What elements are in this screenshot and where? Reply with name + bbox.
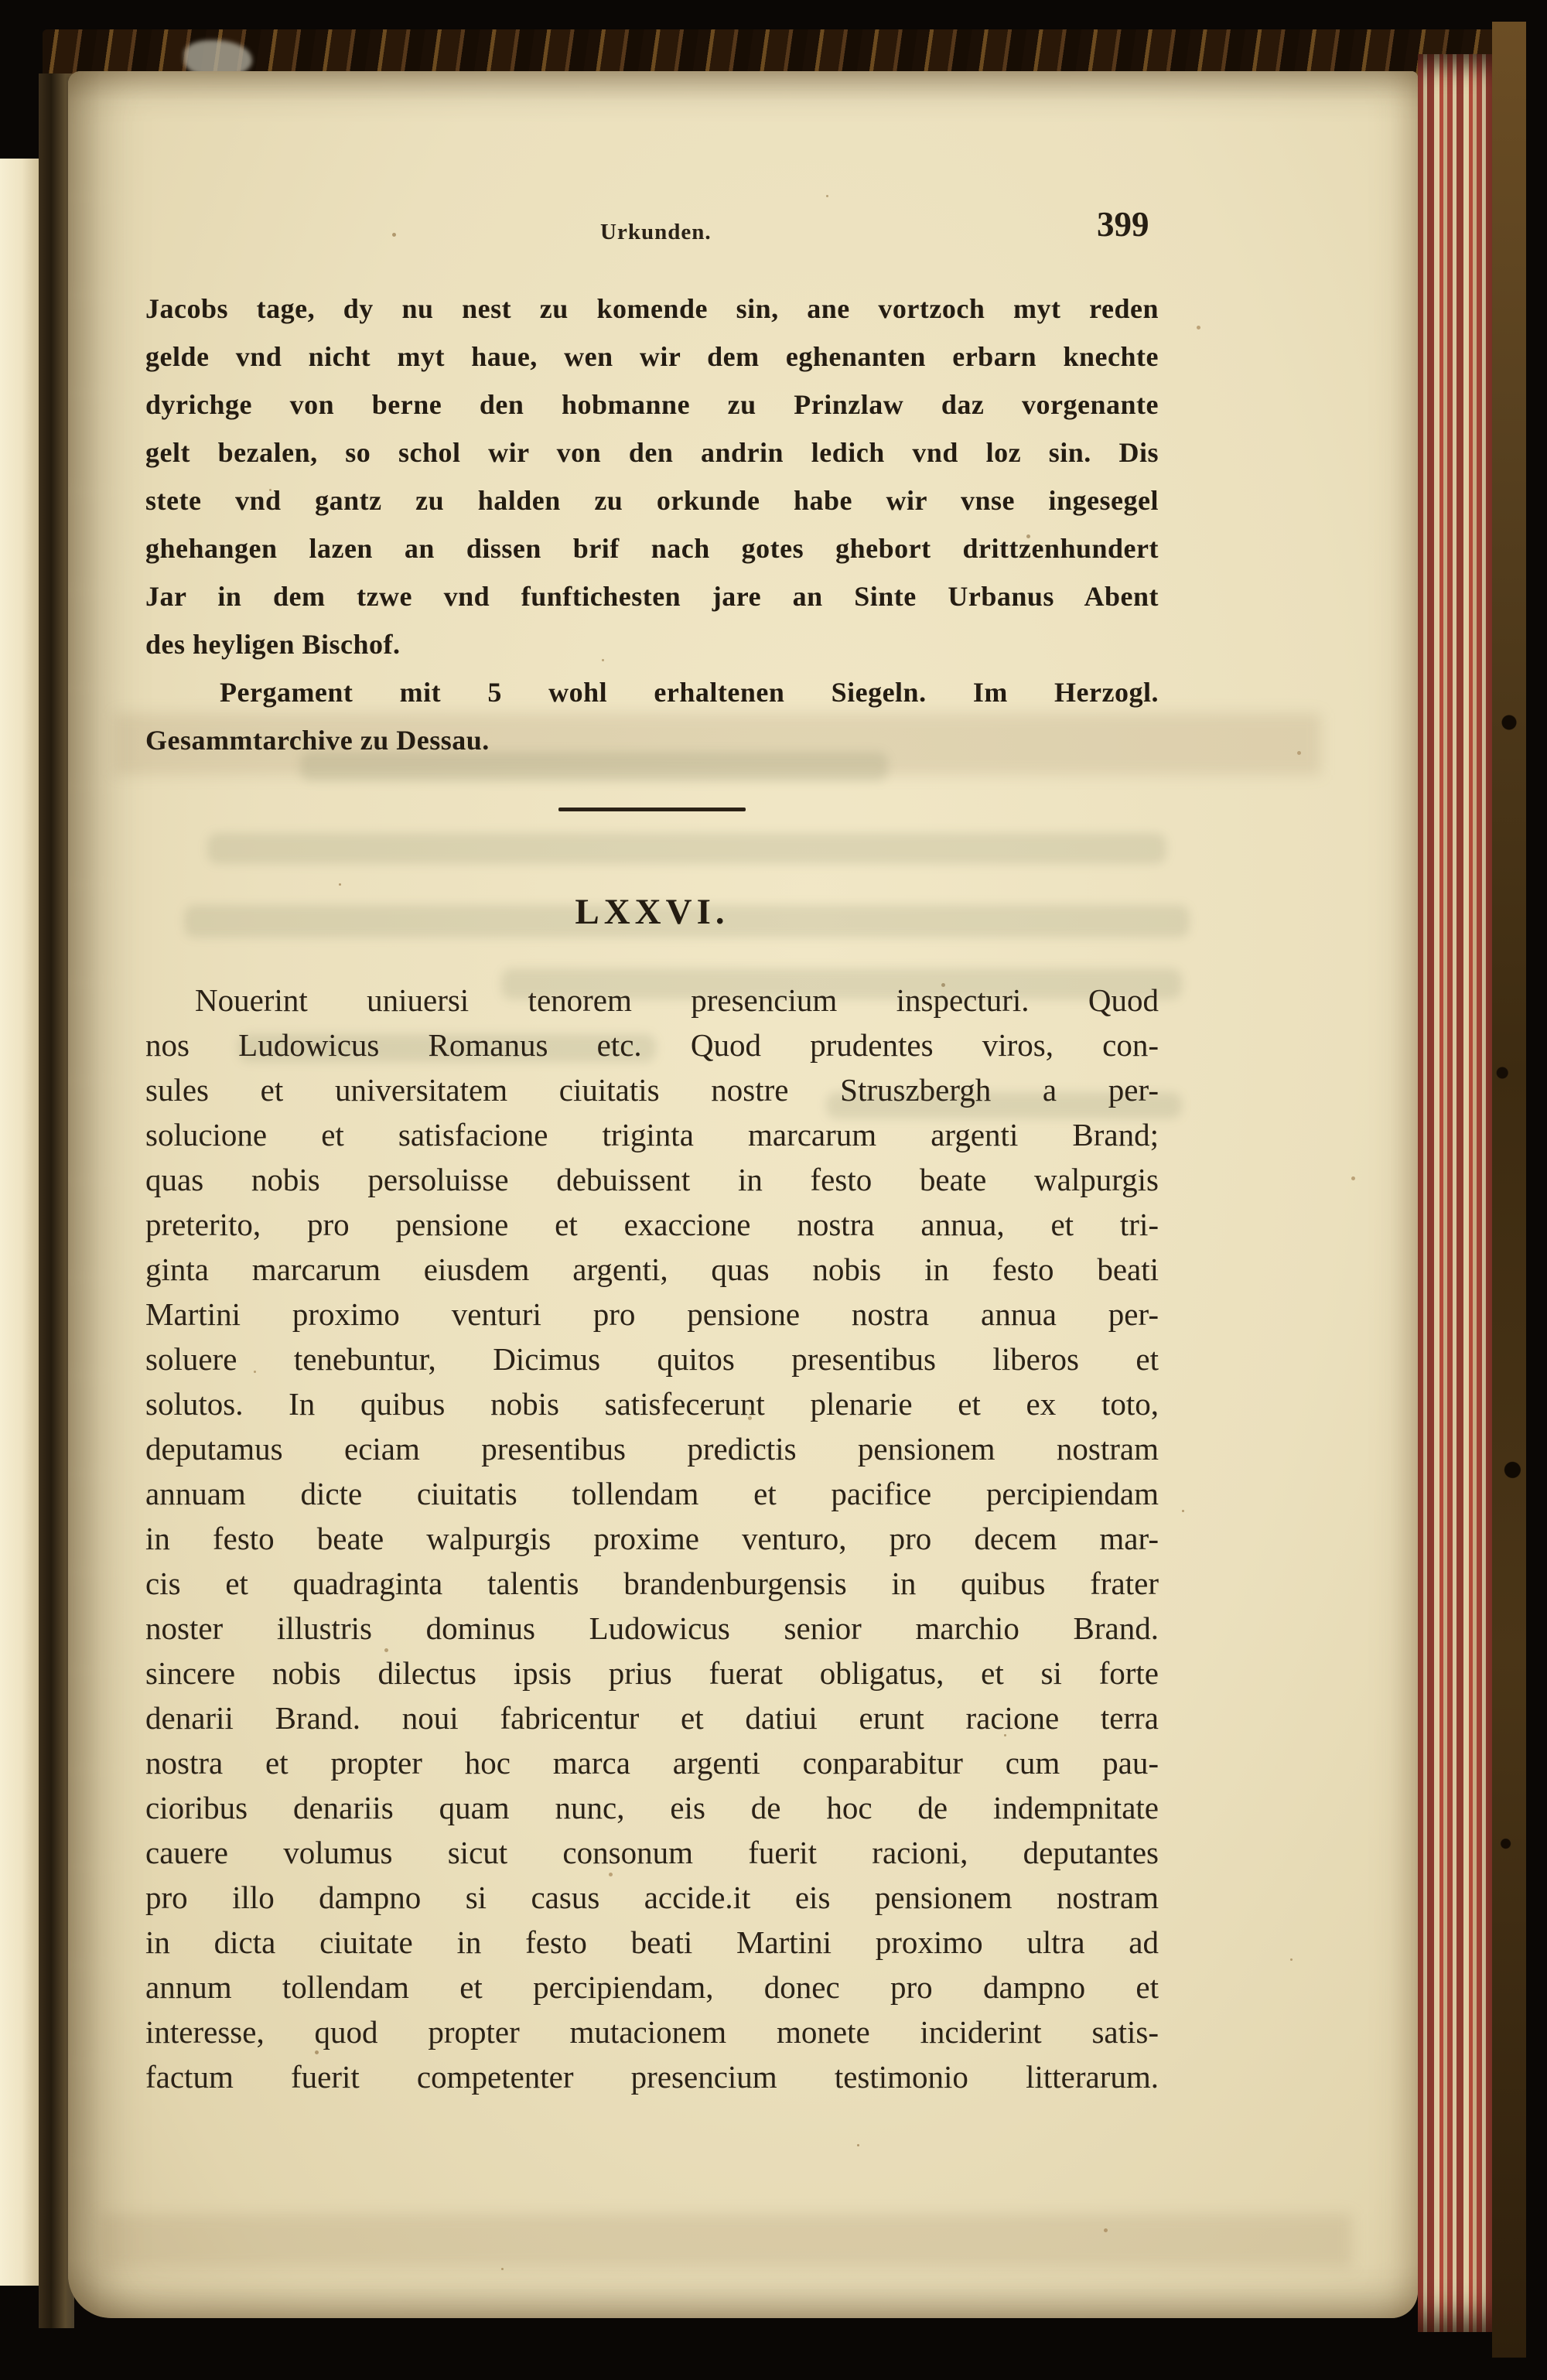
text-line: soluere tenebuntur, Dicimus quitos presentibus liberos et (145, 1341, 1159, 1377)
scan-shade-band (99, 2214, 1352, 2268)
text-line: stete vnd gantz zu halden zu orkunde habe wir vnse ingesegel (145, 485, 1159, 516)
facing-page-edge (0, 159, 40, 2286)
text-line: nostra et propter hoc marca argenti conparabitur cum pau- (145, 1745, 1159, 1781)
text-line: interesse, quod propter mutacionem monete inciderint satis- (145, 2014, 1159, 2050)
section-divider-rule (558, 808, 746, 811)
text-line: Gesammtarchive zu Dessau. (145, 725, 490, 756)
text-line: Jar in dem tzwe vnd funftichesten jare an Sinte Urbanus Abent (145, 581, 1159, 612)
text-line: ginta marcarum eiusdem argenti, quas nobis in festo beati (145, 1251, 1159, 1287)
text-line: cioribus denariis quam nunc, eis de hoc de indempnitate (145, 1790, 1159, 1825)
text-line: annuam dicte ciuitatis tollendam et pacifice percipiendam (145, 1476, 1159, 1511)
red-sprayed-page-edges (1418, 54, 1492, 2332)
text-line: Martini proximo venturi pro pensione nostra annua per- (145, 1296, 1159, 1332)
text-line: Nouerint uniuersi tenorem presencium inspecturi. Quod (195, 982, 1159, 1018)
text-line: solutos. In quibus nobis satisfecerunt plenarie et ex toto, (145, 1386, 1159, 1422)
page-number: 399 (1097, 205, 1149, 244)
text-line: ghehangen lazen an dissen brif nach gotes ghebort drittzenhundert (145, 533, 1159, 564)
text-line: noster illustris dominus Ludowicus senior marchio Brand. (145, 1610, 1159, 1646)
archive-note-paragraph (145, 668, 1159, 764)
text-line: deputamus eciam presentibus predictis pensionem nostram (145, 1431, 1159, 1467)
latin-paragraph (145, 978, 1159, 2099)
text-line: cis et quadraginta talentis brandenburgensis in quibus frater (145, 1566, 1159, 1601)
paper-speckles (68, 71, 70, 73)
german-fraktur-paragraph (145, 285, 1159, 668)
book-page (68, 71, 1418, 2318)
text-line: sincere nobis dilectus ipsis prius fuerat obligatus, et si forte (145, 1655, 1159, 1691)
text-line: des heyligen Bischof. (145, 629, 401, 660)
text-line: pro illo dampno si casus accide.it eis pensionem nostram (145, 1880, 1159, 1915)
section-heading: LXXVI. (575, 892, 729, 932)
text-line: annum tollendam et percipiendam, donec pro dampno et (145, 1969, 1159, 2005)
text-line: gelde vnd nicht myt haue, wen wir dem eghenanten erbarn knechte (145, 341, 1159, 372)
text-line: dyrichge von berne den hobmanne zu Prinzlaw daz vorgenante (145, 389, 1159, 420)
text-line: preterito, pro pensione et exaccione nostra annua, et tri- (145, 1207, 1159, 1242)
text-line: in festo beate walpurgis proxime venturo, pro decem mar- (145, 1521, 1159, 1556)
text-line: solucione et satisfacione triginta marcarum argenti Brand; (145, 1117, 1159, 1152)
text-line: sules et universitatem ciuitatis nostre Struszbergh a per- (145, 1072, 1159, 1108)
marbled-cover-edge (1492, 22, 1526, 2358)
text-line: in dicta ciuitate in festo beati Martini proximo ultra ad (145, 1924, 1159, 1960)
running-header: Urkunden. (600, 220, 712, 244)
text-line: quas nobis persoluisse debuissent in festo beate walpurgis (145, 1162, 1159, 1197)
text-line: cauere volumus sicut consonum fuerit racioni, deputantes (145, 1835, 1159, 1870)
text-line: Jacobs tage, dy nu nest zu komende sin, ane vortzoch myt reden (145, 293, 1159, 324)
text-column (145, 285, 1159, 2099)
text-line: gelt bezalen, so schol wir von den andrin ledich vnd loz sin. Dis (145, 437, 1159, 468)
book-cover-top-edge (43, 29, 1516, 77)
text-line: denarii Brand. noui fabricentur et datiui erunt racione terra (145, 1700, 1159, 1736)
text-line: nos Ludowicus Romanus etc. Quod prudentes viros, con- (145, 1027, 1159, 1063)
text-line: Pergament mit 5 wohl erhaltenen Siegeln. Im Herzogl. (220, 677, 1159, 708)
text-line: factum fuerit competenter presencium testimonio litterarum. (145, 2059, 1159, 2095)
